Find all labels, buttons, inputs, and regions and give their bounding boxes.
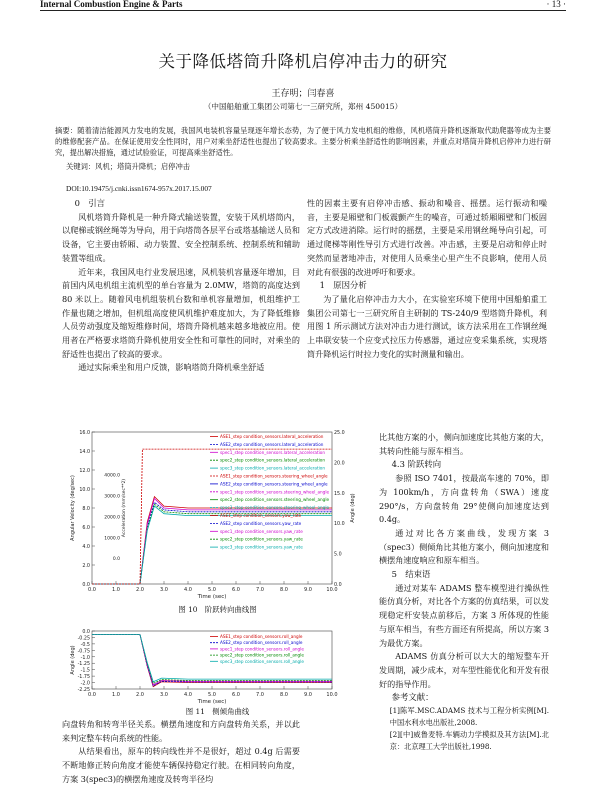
legend-entry: spec3_step condition_sensors.yaw_rate bbox=[220, 544, 303, 550]
legend-entry: spec1_step condition_sensors.lateral_acceleration bbox=[220, 449, 325, 455]
section-heading-conclusion: 5 结束语 bbox=[391, 569, 431, 580]
mid-axis-label: Acceleration (mm/sec**2) bbox=[122, 478, 127, 538]
section-heading-intro: 0 引言 bbox=[74, 198, 106, 208]
authors: 王存明；闫春喜 bbox=[271, 89, 335, 99]
keywords: 关键词：风机；塔筒升降机；启停冲击 bbox=[66, 162, 191, 171]
y-tick-label: 6.0 bbox=[82, 526, 90, 531]
legend-entry: ASE2_step condition_sensors.lateral_acceleration bbox=[220, 441, 324, 447]
right-tick-label: 5.0 bbox=[334, 552, 342, 558]
right-tick-label: 25.0 bbox=[334, 431, 345, 436]
legend-entry: ASE2_step condition_sensors.roll_angle bbox=[220, 640, 303, 646]
legend-entry: ASE2_step condition_sensors.yaw_rate bbox=[220, 520, 302, 526]
paragraph: ADAMS 仿真分析可以大大的缩短整车开发周期，减少成本，对车型性能优化和开发有很好的指导作用。 bbox=[379, 651, 549, 689]
y-tick-label: -0.25 bbox=[77, 636, 90, 642]
legend-entry: spec1_step condition_sensors.yaw_rate bbox=[220, 528, 303, 534]
reference-item: [2][中]威鲁麦特.车辆动力学模拟及其方法[M].北京：北京理工大学出版社,1998. bbox=[389, 730, 549, 752]
x-tick-label: 5.0 bbox=[208, 692, 216, 698]
x-tick-label: 1.0 bbox=[112, 692, 120, 698]
section-heading-step: 4.3 阶跃转向 bbox=[391, 459, 442, 470]
legend-entry: ASE1_step condition_sensors.steering_wheel_angle bbox=[220, 473, 328, 479]
right-tick-label: 10.0 bbox=[334, 522, 345, 528]
y-tick-label: 16.0 bbox=[79, 431, 90, 436]
y-tick-label: 8.0 bbox=[82, 507, 90, 512]
page-number: · 13 · bbox=[546, 0, 566, 9]
legend-entry: spec2_step condition_sensors.roll_angle bbox=[220, 652, 304, 658]
x-tick-label: 10.0 bbox=[326, 692, 338, 698]
y-tick-label: -0.75 bbox=[77, 649, 90, 655]
x-tick-label: 2.0 bbox=[136, 692, 144, 698]
x-tick-label: 6.0 bbox=[232, 692, 240, 698]
paragraph: 通过实际乘坐和用户反馈，影响塔筒升降机乘坐舒适 bbox=[78, 362, 265, 373]
paragraph: 从结果看出，原车的转向线性并不是很好，超过 0.4g 后需要不断地修正转向角度才能使车辆保持稳定行驶。在相同转向角度，方案 3(spec3)的横摆角速度及转弯半径均 bbox=[62, 746, 300, 784]
y-tick-label: -2.0 bbox=[80, 681, 90, 687]
x-tick-label: 8.0 bbox=[280, 692, 288, 698]
right-tick-label: 0.0 bbox=[334, 583, 342, 588]
paragraph: 参照 ISO 7401，按最高车速的 70%，即为 100km/h，方向盘转角（SWA）速度 290°/s，方向盘转角 29°使侧向加速度达到 0.4g。 bbox=[379, 473, 549, 525]
x-axis-label: Time (sec) bbox=[197, 699, 227, 705]
legend-entry: spec2_step condition_sensors.yaw_rate bbox=[220, 536, 303, 542]
x-tick-label: 0.0 bbox=[88, 692, 96, 698]
legend-entry: ASE2_step condition_sensors.steering_wheel_angle bbox=[220, 481, 328, 487]
x-tick-label: 2.0 bbox=[136, 587, 144, 593]
legend-entry: spec1_step condition_sensors.steering_wheel_angle bbox=[220, 489, 330, 495]
paragraph: 通过对某车 ADAMS 整车模型进行操纵性能仿真分析，对比各个方案的仿真结果，可以发现稳定杆安装点前移后，方案 3 所体现的性能与原车相当，有些方面还有所提高，所以方案 3 为最优方案。 bbox=[379, 582, 549, 648]
y-tick-label: 2.0 bbox=[82, 564, 90, 569]
legend-entry: spec2_step condition_sensors.steering_wheel_angle bbox=[220, 497, 330, 503]
legend-entry: ASE1_step condition_sensors.lateral_acceleration bbox=[220, 434, 324, 439]
y-tick-label: -1.25 bbox=[77, 662, 90, 668]
y-tick-label: -2.25 bbox=[77, 688, 90, 693]
right-column-bottom bbox=[379, 431, 549, 753]
x-tick-label: 1.0 bbox=[112, 587, 120, 593]
figure-11-caption: 图 11 侧倾角曲线 bbox=[185, 707, 250, 716]
x-tick-label: 0.0 bbox=[88, 587, 96, 593]
x-axis-label: Time (sec) bbox=[197, 594, 227, 600]
paragraph: 风机塔筒升降机是一种升降式输送装置，安装于风机塔筒内，以爬梯或钢丝绳等为导向，用于向塔筒各层平台或塔基输送人员和设备，它主要由轿厢、动力装置、安全控制系统、控制系统和辅助装置等组成。 bbox=[62, 211, 300, 263]
left-column-top bbox=[62, 197, 300, 375]
y-tick-label: 0.0 bbox=[82, 630, 90, 635]
mid-axis-tick-label: 1000.0 bbox=[104, 536, 120, 542]
y-tick-label: -0.5 bbox=[80, 642, 90, 648]
paragraph: 近年来，我国风电行业发展迅速，风机装机容量逐年增加，目前国内风电机组主流机型的单台容量为 2.0MW，塔筒的高度达到 80 米以上。随着风电机组装机台数和单机容量增加，机组维护工作量也随之增加，但机组高度使风机维护难度加大，为了降低维修人员劳动强度及缩短维修时间，塔筒升降机越来越多地被应用。使用者在严格要求塔筒升降机使用安全性和可靠性的同时，对乘坐的舒适性也提出了较高的要求。 bbox=[62, 266, 300, 359]
x-tick-label: 3.0 bbox=[160, 587, 168, 593]
legend-entry: ASE1_step condition_sensors.yaw_rate bbox=[220, 513, 302, 518]
paragraph: 比其他方案的小，侧向加速度比其他方案的大，其转向性能与原车相当。 bbox=[379, 432, 549, 456]
x-tick-label: 10.0 bbox=[326, 587, 338, 593]
legend-entry: spec3_step condition_sensors.roll_angle bbox=[220, 658, 304, 664]
y-tick-label: 12.0 bbox=[79, 469, 90, 474]
x-tick-label: 9.0 bbox=[304, 587, 312, 593]
x-tick-label: 4.0 bbox=[184, 692, 192, 698]
x-tick-label: 8.0 bbox=[280, 587, 288, 593]
references-heading: 参考文献： bbox=[391, 692, 434, 703]
y-tick-label: 4.0 bbox=[82, 545, 90, 550]
figure-10-step-steer-chart bbox=[60, 428, 375, 606]
mid-axis-tick-label: 0.0 bbox=[112, 557, 120, 563]
journal-name: Internal Combustion Engine & Parts bbox=[40, 0, 183, 9]
right-column-top bbox=[307, 197, 547, 361]
doi: DOI:10.19475/j.cnki.issn1674-957x.2017.15.007 bbox=[66, 184, 212, 193]
y-tick-label: 0.0 bbox=[82, 583, 90, 588]
running-header bbox=[40, 0, 566, 11]
paragraph: 为了量化启停冲击力大小，在实验室环境下使用中国船舶重工集团公司第七一三研究所自主研制的 TS-240/9 型塔筒升降机，利用图 1 所示测试方法对冲击力进行测试，该方法采用在工作钢丝绳上串联安装一个应变式拉压力传感器，通过应变采集系统，实现塔筒升降机运行时拉力变化的实时测量和输出。 bbox=[307, 293, 547, 359]
chart-10-svg bbox=[60, 428, 375, 606]
legend-entry: spec3_step condition_sensors.lateral_acceleration bbox=[220, 465, 325, 471]
section-heading-cause: 1 原因分析 bbox=[319, 280, 367, 291]
x-tick-label: 7.0 bbox=[256, 692, 264, 698]
abstract: 摘要：随着清洁能源风力发电的发展，我国风电装机容量呈现逐年增长态势，为了便于风力发电机组的维修，风机塔筒升降机逐渐取代助爬器等成为主要的维修配套产品。在保证使用安全性同时，用户对乘坐舒适性也提出了较高要求。主要分析乘坐舒适性的影响因素，并重点对塔筒升降机启停冲力进行研究，提出解决措施，通过试验验证，可提高乘坐舒适性。 bbox=[55, 126, 551, 157]
x-tick-label: 7.0 bbox=[256, 587, 264, 593]
y-axis-label: Angle (deg) bbox=[70, 645, 76, 675]
paragraph: 向盘转角和转弯半径关系。横摆角速度和方向盘转角关系，并以此来判定整车转向系统的性能。 bbox=[62, 719, 300, 743]
legend-entry: ASE1_step condition_sensors.roll_angle bbox=[220, 634, 303, 639]
figure-10-caption: 图 10 阶跃转向曲线图 bbox=[178, 605, 257, 614]
legend-entry: spec1_step condition_sensors.roll_angle bbox=[220, 646, 304, 652]
y-tick-label: 14.0 bbox=[79, 450, 90, 455]
x-tick-label: 6.0 bbox=[232, 587, 240, 593]
x-tick-label: 5.0 bbox=[208, 587, 216, 593]
paragraph: 性的因素主要有启停冲击感、振动和噪音、摇摆。运行振动和噪音，主要是厢壁和门板震颤产生的噪音，可通过轿厢厢壁和门板固定方式改进消除。运行时的摇摆，主要是采用钢丝绳导向引起，可通过爬梯等刚性导引方式进行改善。冲击感，主要是启动和停止时突然而显著地冲击，对使用人员乘坐心里产生不良影响，使用人员对此有很强的改进呼吁和要求。 bbox=[307, 198, 547, 277]
y-tick-label: -1.75 bbox=[77, 675, 90, 681]
right-axis-label: Angle (deg) bbox=[350, 493, 356, 523]
left-column-bottom bbox=[62, 718, 300, 787]
legend-entry: spec3_step condition_sensors.steering_wheel_angle bbox=[220, 505, 330, 511]
chart-11-svg bbox=[60, 628, 375, 708]
paragraph: 通过对比各方案曲线，发现方案 3（spec3）侧倾角比其他方案小，侧向加速度和横摆角速度响应和原车相当。 bbox=[379, 527, 549, 566]
reference-item: [1]陈军.MSC.ADAMS 技术与工程分析实例[M].中国水利水电出版社,2008. bbox=[389, 706, 549, 728]
mid-axis-tick-label: 2000.0 bbox=[104, 515, 120, 521]
right-tick-label: 15.0 bbox=[334, 491, 345, 497]
y-tick-label: 10.0 bbox=[79, 488, 90, 493]
y-tick-label: -1.0 bbox=[80, 655, 90, 661]
right-tick-label: 20.0 bbox=[334, 461, 345, 467]
y-tick-label: -1.5 bbox=[80, 668, 90, 674]
mid-axis-tick-label: 4000.0 bbox=[104, 473, 120, 479]
legend-entry: spec2_step condition_sensors.lateral_acceleration bbox=[220, 457, 325, 463]
x-tick-label: 4.0 bbox=[184, 587, 192, 593]
y-axis-label: Angular Velocity (deg/sec) bbox=[70, 475, 76, 541]
mid-axis-tick-label: 3000.0 bbox=[104, 494, 120, 500]
affiliation: （中国船舶重工集团公司第七一三研究所，郑州 450015） bbox=[203, 102, 403, 111]
x-tick-label: 9.0 bbox=[304, 692, 312, 698]
x-tick-label: 3.0 bbox=[160, 692, 168, 698]
paper-title: 关于降低塔筒升降机启停冲击力的研究 bbox=[158, 52, 448, 71]
